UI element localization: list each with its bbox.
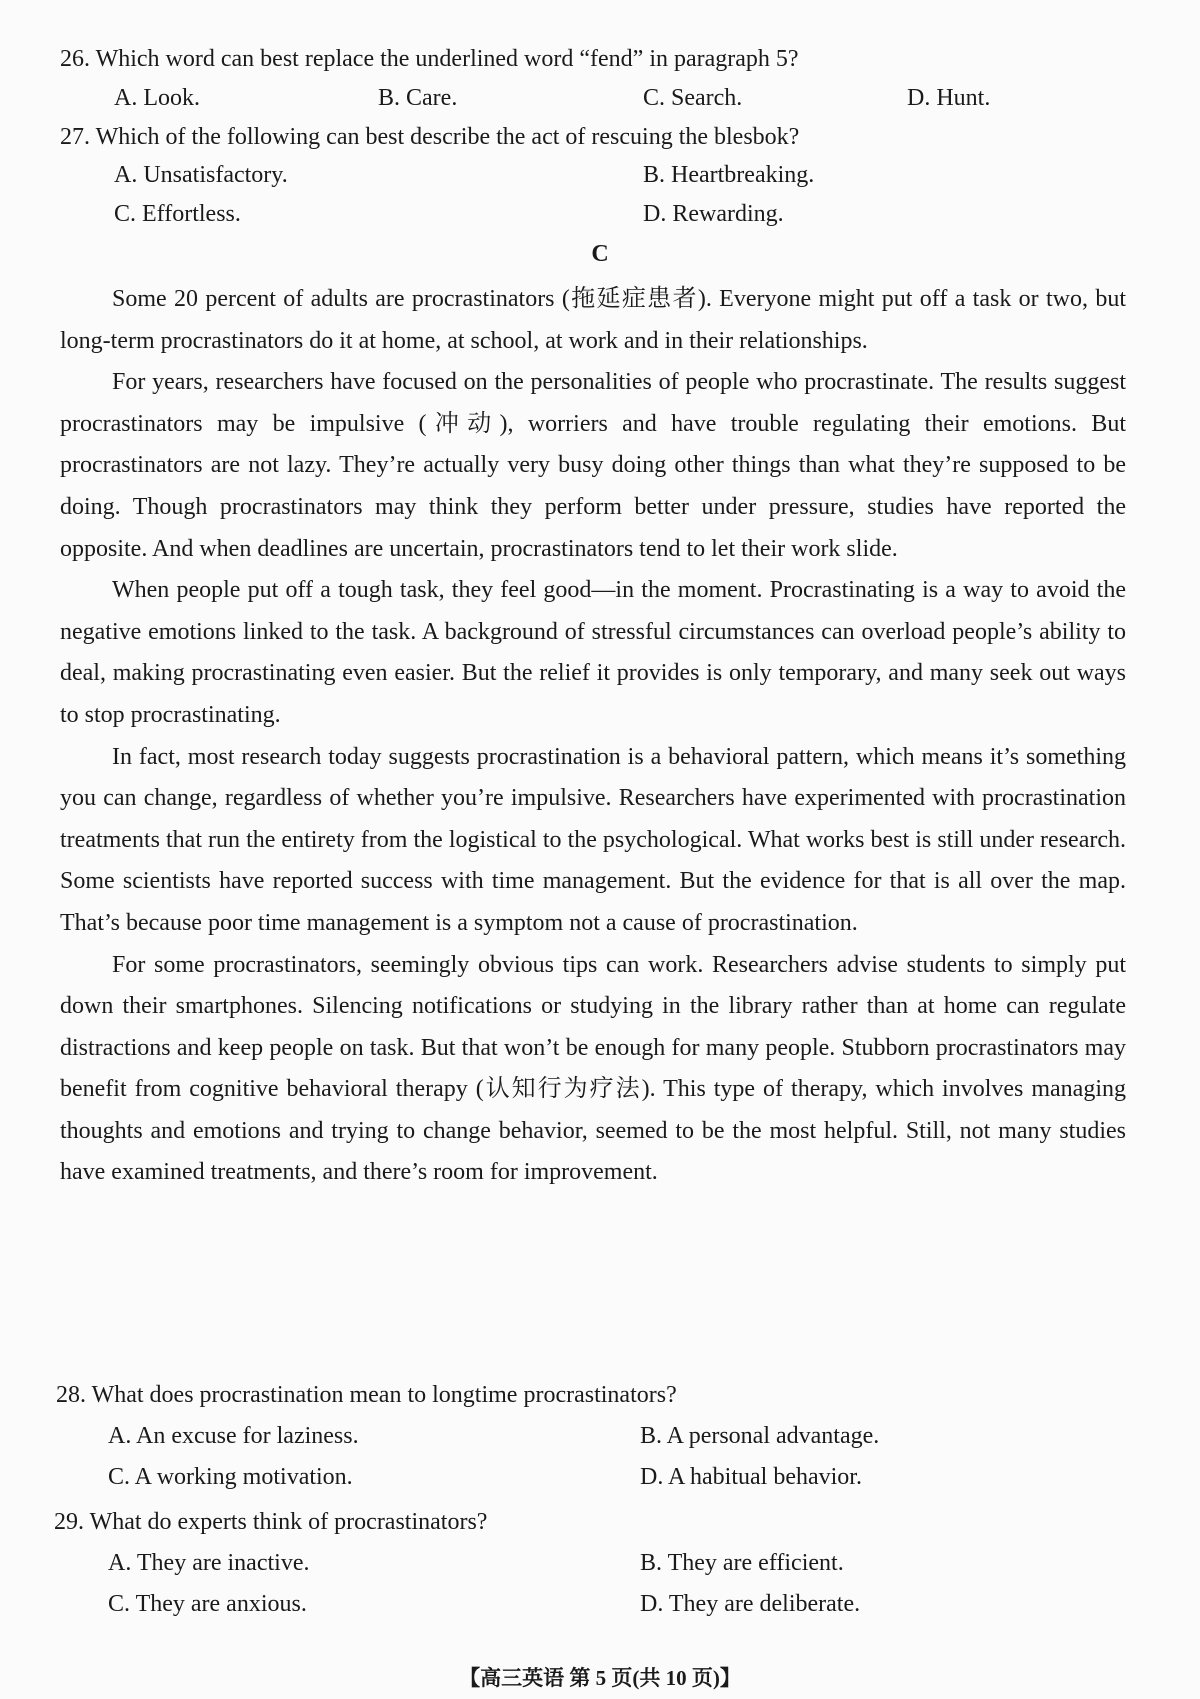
page-footer: 【高三英语 第 5 页(共 10 页)】 [459, 1666, 741, 1690]
question-27-option-b: B. Heartbreaking. [643, 162, 815, 188]
passage-paragraph-4: In fact, most research today suggests procrastination is a behavioral pattern, which means it’s something you can change, regardless of whether you’re impulsive. Researchers have experimented with procrastination treatments that run the entirety from the logistical to the psychological. What works best is still under research. Some scientists have reported success with time management. But the evidence for that is all over the map. That’s because poor time management is a symptom not a cause of procrastination. [60, 743, 1126, 936]
question-28-option-c: C. A working motivation. [108, 1464, 353, 1490]
reading-passage [60, 279, 1126, 1194]
question-26-option-b: B. Care. [378, 85, 458, 111]
question-27-option-d: D. Rewarding. [643, 201, 784, 227]
question-28-stem: 28. What does procrastination mean to longtime procrastinators? [56, 1382, 677, 1408]
question-29-stem: 29. What do experts think of procrastinators? [54, 1509, 488, 1535]
question-26-option-a: A. Look. [114, 85, 200, 111]
question-29-option-a: A. They are inactive. [108, 1550, 310, 1576]
passage-paragraph-3: When people put off a tough task, they feel good—in the moment. Procrastinating is a way to avoid the negative emotions linked to the task. A background of stressful circumstances can overload people’s ability to deal, making procrastinating even easier. But the relief it provides is only temporary, and many seek out ways to stop procrastinating. [60, 577, 1126, 728]
passage-paragraph-5: For some procrastinators, seemingly obvious tips can work. Researchers advise students to simply put down their smartphones. Silencing notifications or studying in the library rather than at home can regulate distractions and keep people on task. But that won’t be enough for many people. Stubborn procrastinators may benefit from cognitive behavioral therapy (认知行为疗法). This type of therapy, which involves managing thoughts and emotions and trying to change behavior, seemed to be the most helpful. Still, not many studies have examined treatments, and there’s room for improvement. [60, 951, 1126, 1186]
question-27-option-c: C. Effortless. [114, 201, 241, 227]
question-29-option-c: C. They are anxious. [108, 1591, 307, 1617]
question-29-option-d: D. They are deliberate. [640, 1591, 861, 1617]
question-28-option-b: B. A personal advantage. [640, 1423, 880, 1449]
question-29-option-b: B. They are efficient. [640, 1550, 844, 1576]
question-26-option-d: D. Hunt. [907, 85, 991, 111]
section-letter: C [591, 241, 609, 267]
passage-paragraph-1: Some 20 percent of adults are procrastinators (拖延症患者). Everyone might put off a task or two, but long-term procrastinators do it at home, at school, at work and in their relationships. [60, 286, 1126, 354]
question-28-option-a: A. An excuse for laziness. [108, 1423, 359, 1449]
question-26-stem: 26. Which word can best replace the underlined word “fend” in paragraph 5? [60, 46, 799, 72]
passage-paragraph-2: For years, researchers have focused on the personalities of people who procrastinate. The results suggest procrastinators may be impulsive (冲动), worriers and have trouble regulating their emotions. But procrastinators are not lazy. They’re actually very busy doing other things than what they’re supposed to be doing. Though procrastinators may think they perform better under pressure, studies have reported the opposite. And when deadlines are uncertain, procrastinators tend to let their work slide. [60, 369, 1126, 562]
question-26-option-c: C. Search. [643, 85, 743, 111]
question-27-stem: 27. Which of the following can best describe the act of rescuing the blesbok? [60, 124, 800, 150]
question-27-option-a: A. Unsatisfactory. [114, 162, 288, 188]
question-28-option-d: D. A habitual behavior. [640, 1464, 862, 1490]
